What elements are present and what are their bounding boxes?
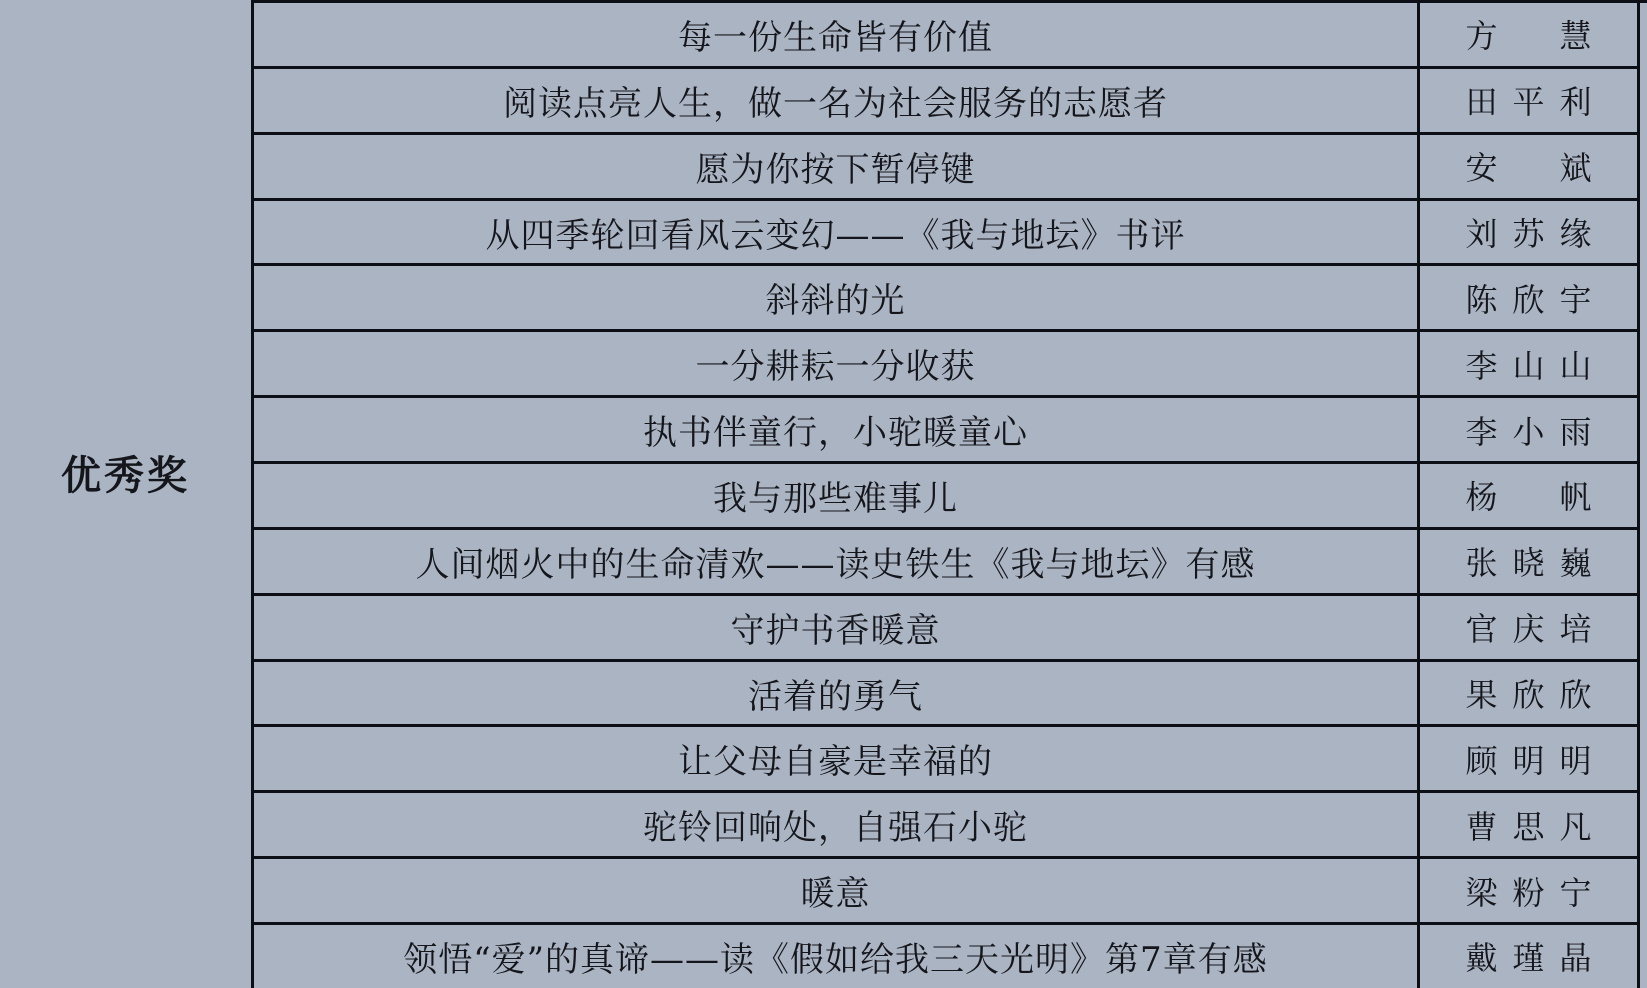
essay-title-cell (254, 859, 1417, 922)
award-category-cell (0, 0, 254, 988)
author-name: 安 斌 (1465, 149, 1607, 188)
author-name-cell (1417, 727, 1640, 790)
table-row (254, 3, 1640, 69)
author-name: 李小雨 (1465, 412, 1607, 451)
author-name: 顾明明 (1465, 741, 1607, 780)
author-name: 杨 帆 (1465, 478, 1607, 517)
award-category-label: 优秀奖 (61, 452, 190, 499)
table-row (254, 135, 1640, 201)
essay-title: 让父母自豪是幸福的 (678, 742, 993, 783)
table-row (254, 332, 1640, 398)
essay-title-cell (254, 266, 1417, 329)
author-name-cell (1417, 859, 1640, 922)
essay-title: 领悟“爱”的真谛——读《假如给我三天光明》第7章有感 (403, 939, 1268, 980)
author-name: 官庆培 (1465, 610, 1607, 649)
essay-title: 我与那些难事儿 (713, 478, 958, 519)
essay-title-cell (254, 3, 1417, 66)
essay-title: 守护书香暖意 (730, 610, 941, 651)
table-row (254, 596, 1640, 662)
author-name-cell (1417, 398, 1640, 461)
author-name-cell (1417, 135, 1640, 198)
author-name: 刘苏缘 (1465, 215, 1607, 253)
essay-title: 斜斜的光 (765, 281, 906, 322)
author-name: 曹思凡 (1465, 807, 1607, 846)
author-name-cell (1417, 69, 1640, 132)
essay-title-cell (254, 925, 1417, 988)
author-name: 张晓巍 (1465, 544, 1607, 583)
essay-title: 活着的勇气 (748, 676, 923, 717)
essay-title: 愿为你按下暂停键 (695, 149, 976, 190)
essay-title-cell (254, 135, 1417, 198)
author-name-cell (1417, 596, 1640, 659)
essay-title-cell (254, 201, 1417, 264)
essay-title: 阅读点亮人生，做一名为社会服务的志愿者 (503, 83, 1168, 124)
table-row (254, 201, 1640, 267)
author-name: 果欣欣 (1465, 676, 1607, 715)
author-name-cell (1417, 266, 1640, 329)
author-name: 方 慧 (1465, 17, 1607, 56)
author-name: 戴瑾晶 (1465, 939, 1607, 978)
table-row (254, 925, 1640, 988)
author-name-cell (1417, 662, 1640, 725)
essay-title-cell (254, 332, 1417, 395)
essay-title-cell (254, 727, 1417, 790)
table-row (254, 464, 1640, 530)
essay-title: 从四季轮回看风云变幻——《我与地坛》书评 (485, 215, 1186, 256)
author-name-cell (1417, 332, 1640, 395)
essay-title-cell (254, 398, 1417, 461)
essay-title-cell (254, 662, 1417, 725)
essay-title-cell (254, 464, 1417, 527)
author-name-cell (1417, 530, 1640, 593)
essay-title-cell (254, 530, 1417, 593)
essay-title-cell (254, 69, 1417, 132)
essay-title: 一分耕耘一分收获 (695, 347, 976, 388)
table-row (254, 69, 1640, 135)
table-row (254, 530, 1640, 596)
essay-title-cell (254, 793, 1417, 856)
table-row (254, 266, 1640, 332)
essay-title: 暖意 (800, 874, 871, 915)
award-rows (254, 0, 1647, 988)
author-name-cell (1417, 464, 1640, 527)
table-row (254, 793, 1640, 859)
table-row (254, 727, 1640, 793)
table-row (254, 398, 1640, 464)
author-name: 梁粉宁 (1465, 873, 1607, 912)
author-name: 田平利 (1465, 83, 1607, 122)
essay-title: 人间烟火中的生命清欢——读史铁生《我与地坛》有感 (415, 544, 1256, 585)
table-row (254, 859, 1640, 925)
essay-title-cell (254, 596, 1417, 659)
author-name-cell (1417, 925, 1640, 988)
essay-title: 驼铃回响处，自强石小驼 (643, 808, 1028, 849)
essay-title: 执书伴童行，小驼暖童心 (643, 413, 1028, 454)
author-name-cell (1417, 201, 1640, 264)
author-name: 李山山 (1465, 346, 1607, 385)
author-name-cell (1417, 3, 1640, 66)
author-name: 陈欣宇 (1465, 280, 1607, 319)
author-name-cell (1417, 793, 1640, 856)
essay-title: 每一份生命皆有价值 (678, 17, 993, 58)
table-row (254, 662, 1640, 728)
